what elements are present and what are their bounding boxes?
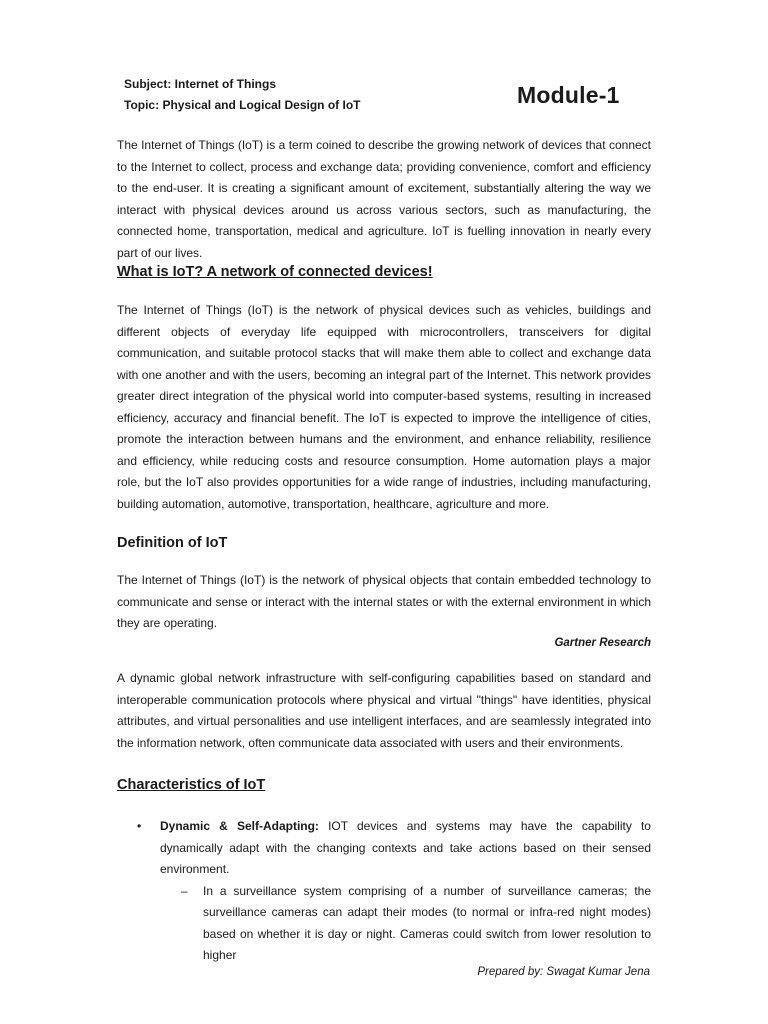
bullet-title: Dynamic & Self-Adapting: xyxy=(160,819,319,833)
sub-list-item xyxy=(117,881,651,967)
subject-line: Subject: Internet of Things xyxy=(124,77,276,91)
what-is-iot-paragraph: The Internet of Things (IoT) is the network of physical devices such as vehicles, buildings and different objects of everyday life equipped with microcontrollers, transceivers for digital communication, and suitable protocol stacks that will make them able to collect and exchange data with one another and with the users, becoming an integral part of the Internet. This network provides greater direct integration of the physical world into computer-based systems, resulting in increased efficiency, accuracy and financial benefit. The IoT is expected to improve the intelligence of cities, promote the interaction between humans and the environment, and enhance reliability, resilience and efficiency, while reducing costs and resource consumption. Home automation plays a major role, but the IoT also provides opportunities for a wide range of industries, including manufacturing, building automation, automotive, transportation, healthcare, agriculture and more. xyxy=(117,303,651,511)
gartner-attribution: Gartner Research xyxy=(554,637,651,649)
dash-icon: – xyxy=(181,883,188,898)
characteristics-list xyxy=(117,816,651,967)
what-is-iot-heading: What is IoT? A network of connected devices! xyxy=(117,264,433,280)
topic-line: Topic: Physical and Logical Design of IoT xyxy=(124,98,361,112)
footer-author: Prepared by: Swagat Kumar Jena xyxy=(477,966,650,978)
second-definition-paragraph: A dynamic global network infrastructure with self-configuring capabilities based on standard and interoperable communication protocols where physical and virtual "things" have identities, physical attributes, and virtual personalities and use intelligent interfaces, and are seamlessly integrated into the information network, often communicate data associated with users and their environments. xyxy=(117,671,651,750)
list-item xyxy=(117,816,651,881)
characteristics-heading: Characteristics of IoT xyxy=(117,777,266,793)
module-title: Module-1 xyxy=(517,82,620,108)
sub-item-text: In a surveillance system comprising of a number of surveillance cameras; the surveillance cameras can adapt their modes (to normal or infra-red night modes) based on whether it is day or night. Cameras could switch from lower resolution to higher xyxy=(203,883,651,962)
intro-paragraph: The Internet of Things (IoT) is a term coined to describe the growing network of devices that connect to the Internet to collect, process and exchange data; providing convenience, comfort and efficiency to the end-user. It is creating a significant amount of excitement, substantially altering the way we interact with physical devices around us across various sectors, such as manufacturing, the connected home, transportation, medical and agriculture. IoT is fuelling innovation in nearly every part of our lives. xyxy=(117,138,651,260)
gartner-definition-paragraph: The Internet of Things (IoT) is the network of physical objects that contain embedded technology to communicate and sense or interact with the internal states or with the external environment in which they are operating. xyxy=(117,573,651,630)
bullet-text: IOT devices and systems may have the capability to dynamically adapt with the changing contexts and take actions based on their sensed environment. xyxy=(160,819,651,876)
document-header xyxy=(124,74,360,116)
bullet-icon: • xyxy=(137,819,142,833)
definition-heading: Definition of IoT xyxy=(117,535,228,551)
